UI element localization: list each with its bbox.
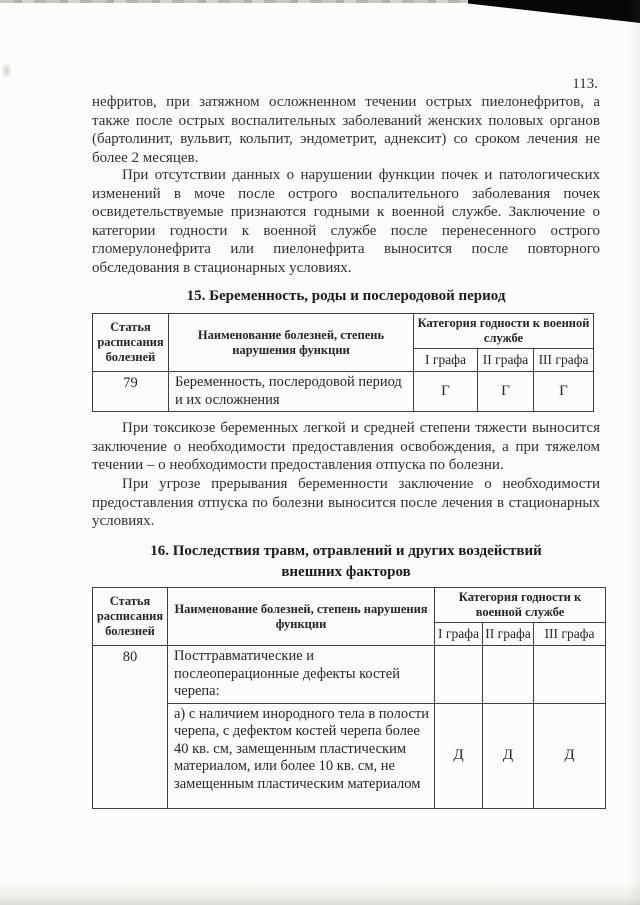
t2-category-empty-2 [483, 646, 534, 704]
t2-category-empty-3 [534, 646, 606, 704]
paragraph-miscarriage-threat: При угрозе прерывания беременности заключение о необходимости предоставления отпуска по болезни выносится после лечения в стационарных условиях. [92, 476, 600, 529]
t1-article-number: 79 [93, 372, 169, 412]
section-15-heading: 15. Беременность, роды и послеродовой период [186, 288, 506, 304]
t2-category-grafa2: Д [483, 703, 534, 808]
table-row [93, 372, 594, 412]
t2-col-header-article: Статья расписания болезней [93, 588, 168, 646]
t2-col-header-grafa2: II графа [483, 623, 534, 646]
t2-col-header-category: Категория годности к военной службе [435, 588, 606, 623]
t2-col-header-grafa1: I графа [435, 623, 483, 646]
paragraph-continuation: нефритов, при затяжном осложненном течении острых пиелонефритов, а также после острых воспалительных заболеваний женских половых органов (бартолинит, вульвит, кольпит, эндометрит, аднексит) со сроком лечения не более 2 месяцев. [92, 94, 600, 166]
table-row [93, 646, 606, 704]
t2-col-header-name: Наименование болезней, степень нарушения функции [168, 588, 435, 646]
page-number: 113. [572, 76, 598, 92]
t1-col-header-name: Наименование болезней, степень нарушения функции [169, 314, 414, 372]
scan-artifact-corner-wedge [468, 0, 640, 25]
t1-col-header-article: Статья расписания болезней [93, 314, 169, 372]
trauma-schedule-table [92, 587, 606, 809]
t2-disease-name-item-a: а) с наличием инородного тела в полости черепа, с дефектом костей черепа более 40 кв. см, замещенным пластическим материалом, или более 10 кв. см, не замещенным пластическим материалом [168, 703, 435, 808]
pregnancy-schedule-table [92, 313, 594, 412]
t2-disease-name-main: Посттравматические и послеоперационные дефекты костей черепа: [168, 646, 435, 704]
t2-category-grafa3: Д [534, 703, 606, 808]
t1-col-header-grafa2: II графа [478, 349, 534, 372]
t2-col-header-grafa3: III графа [534, 623, 606, 646]
section-16-heading-line1: 16. Последствия травм, отравлений и других воздействий [150, 543, 542, 559]
scan-artifact-smudge [1, 62, 12, 79]
scan-artifact-bottom-band [0, 881, 640, 905]
t1-category-grafa3: Г [534, 372, 594, 412]
t1-category-grafa1: Г [414, 372, 478, 412]
section-16-heading [92, 541, 600, 583]
t1-disease-name: Беременность, послеродовой период и их осложнения [169, 372, 414, 412]
t1-col-header-category: Категория годности к военной службе [414, 314, 594, 349]
t2-article-number: 80 [93, 646, 168, 809]
table-row [93, 703, 606, 808]
section-16-heading-line2: внешних факторов [281, 564, 411, 580]
t1-col-header-grafa1: I графа [414, 349, 478, 372]
paragraph-toxicosis: При токсикозе беременных легкой и средней степени тяжести выносится заключение о необходимости предоставления освобождения, а при тяжелом течении – о необходимости предоставления отпуска по болезни. [92, 420, 600, 473]
t1-col-header-grafa3: III графа [534, 349, 594, 372]
t1-category-grafa2: Г [478, 372, 534, 412]
scan-artifact-right-shade [628, 0, 640, 905]
t2-category-grafa1: Д [435, 703, 483, 808]
t2-category-empty-1 [435, 646, 483, 704]
paragraph-kidney-conclusion: При отсутствии данных о нарушении функции почек и патологических изменений в моче после острого воспалительного заболевания почек освидетельствуемые признаются годными к военной службе. Заключение о категории годности к военной службе после перенесенного острого гломерулонефрита или пиелонефрита выносится после повторного обследования в стационарных условиях. [92, 167, 600, 276]
